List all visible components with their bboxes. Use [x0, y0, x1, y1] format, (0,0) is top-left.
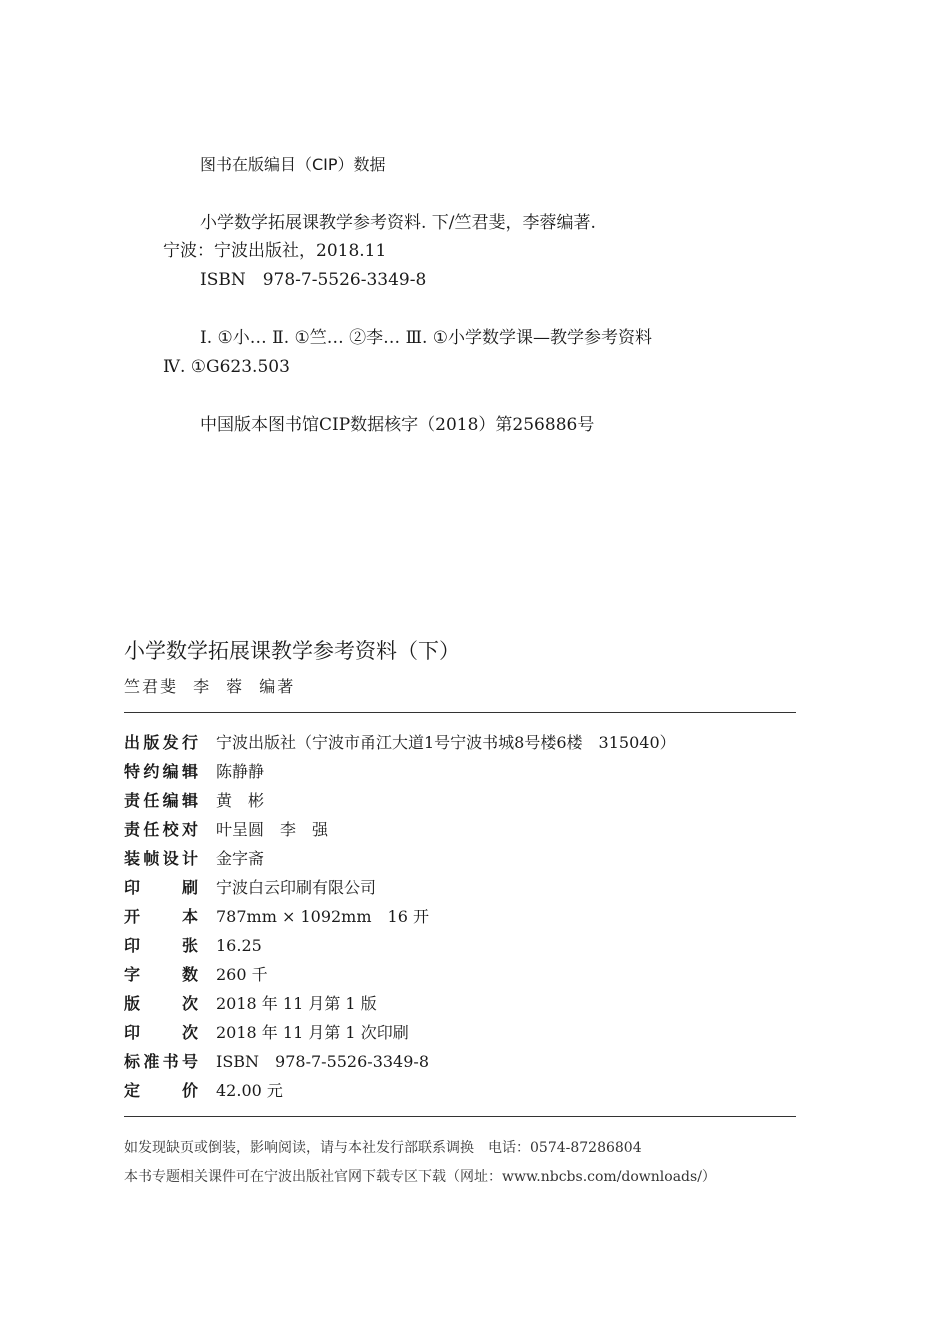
info-row-isbn — [124, 1049, 676, 1078]
info-label: 标准书号 — [124, 1052, 198, 1071]
info-row-special-editor — [124, 759, 676, 788]
cip-class-number-line: Ⅳ. ①G623.503 — [163, 357, 290, 377]
info-label: 印刷 — [124, 878, 198, 897]
info-value: 叶呈圆 李 强 — [216, 820, 329, 839]
info-label: 出版发行 — [124, 733, 198, 752]
cip-heading: 图书在版编目（CIP）数据 — [200, 155, 386, 174]
footer-contact-line: 如发现缺页或倒装，影响阅读，请与本社发行部联系调换 电话：0574-87286804 — [124, 1140, 642, 1156]
top-divider — [124, 712, 796, 713]
info-label: 责任编辑 — [124, 791, 198, 810]
cip-title-line: 小学数学拓展课教学参考资料. 下/竺君斐，李蓉编著. — [200, 213, 596, 233]
info-row-word-count — [124, 962, 676, 991]
info-value: 787mm × 1092mm 16 开 — [216, 907, 429, 926]
info-label: 定价 — [124, 1081, 198, 1100]
info-row-editor — [124, 788, 676, 817]
info-row-edition — [124, 991, 676, 1020]
info-row-sheets — [124, 933, 676, 962]
info-value: 陈静静 — [216, 762, 265, 781]
info-label: 装帧设计 — [124, 849, 198, 868]
info-row-proofreader — [124, 817, 676, 846]
info-label: 特约编辑 — [124, 762, 198, 781]
cip-isbn-line: ISBN 978-7-5526-3349-8 — [200, 270, 427, 290]
info-row-price — [124, 1078, 676, 1107]
info-row-publisher — [124, 730, 676, 759]
info-value: 金字斋 — [216, 849, 265, 868]
info-value: 260 千 — [216, 965, 268, 984]
info-label: 责任校对 — [124, 820, 198, 839]
info-value: 宁波白云印刷有限公司 — [216, 878, 377, 897]
info-label: 印张 — [124, 936, 198, 955]
info-value: 2018 年 11 月第 1 次印刷 — [216, 1023, 409, 1042]
info-value: 16.25 — [216, 936, 262, 955]
info-label: 开本 — [124, 907, 198, 926]
info-value: 2018 年 11 月第 1 版 — [216, 994, 377, 1013]
publication-info-table — [124, 730, 676, 1107]
cip-classification-line: Ⅰ. ①小… Ⅱ. ①竺… ②李… Ⅲ. ①小学数学课—教学参考资料 — [200, 328, 653, 348]
cip-publisher-line: 宁波：宁波出版社，2018.11 — [163, 241, 387, 261]
info-row-printer — [124, 875, 676, 904]
info-value: 宁波出版社（宁波市甬江大道1号宁波书城8号楼6楼 315040） — [216, 733, 676, 752]
info-row-printing — [124, 1020, 676, 1049]
info-row-format — [124, 904, 676, 933]
info-value: ISBN 978-7-5526-3349-8 — [216, 1052, 430, 1071]
info-value: 黄 彬 — [216, 791, 265, 810]
info-row-design — [124, 846, 676, 875]
info-label: 字数 — [124, 965, 198, 984]
bottom-divider — [124, 1116, 796, 1117]
footer-download-line: 本书专题相关课件可在宁波出版社官网下载专区下载（网址：www.nbcbs.com/downloads/） — [124, 1169, 716, 1185]
book-title: 小学数学拓展课教学参考资料（下） — [124, 639, 460, 663]
info-value: 42.00 元 — [216, 1081, 283, 1100]
info-label: 版次 — [124, 994, 198, 1013]
info-label: 印次 — [124, 1023, 198, 1042]
cip-verification-line: 中国版本图书馆CIP数据核字（2018）第256886号 — [200, 415, 595, 435]
book-authors: 竺君斐 李 蓉 编著 — [124, 677, 296, 696]
